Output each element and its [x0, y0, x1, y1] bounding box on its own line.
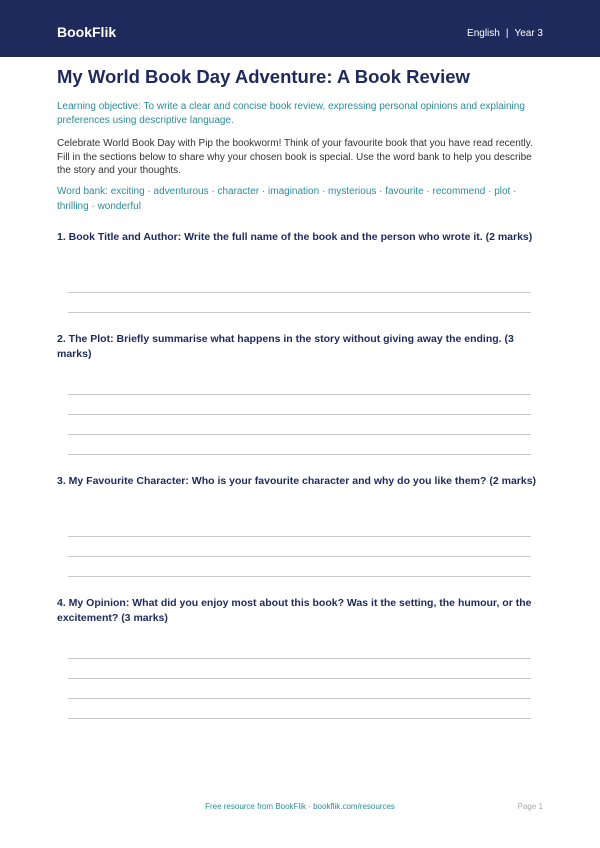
question-2: 2. The Plot: Briefly summarise what happens in the story without giving away the ending. (3 marks) [57, 333, 514, 360]
answer-line-q4-3[interactable] [68, 698, 531, 699]
question-1: 1. Book Title and Author: Write the full name of the book and the person who wrote it. (2 marks) [57, 231, 533, 243]
answer-line-q4-1[interactable] [68, 658, 531, 659]
answer-line-q4-2[interactable] [68, 678, 531, 679]
answer-line-q1-2[interactable] [68, 312, 531, 313]
answer-line-q2-2[interactable] [68, 414, 531, 415]
answer-line-q2-3[interactable] [68, 434, 531, 435]
answer-line-q1-1[interactable] [68, 292, 531, 293]
word-bank: Word bank: exciting · adventurous · character · imagination · mysterious · favourite · recommend · plot · thrilling · wonderful [57, 186, 517, 212]
answer-line-q2-1[interactable] [68, 394, 531, 395]
footer-text[interactable]: Free resource from BookFlik · bookflik.com/resources [205, 802, 395, 811]
brand-logo-text[interactable]: BookFlik [57, 24, 117, 40]
question-3: 3. My Favourite Character: Who is your favourite character and why do you like them? (2 marks) [57, 475, 537, 487]
question-4: 4. My Opinion: What did you enjoy most about this book? Was it the setting, the humour, or the excitement? (3 marks) [57, 597, 532, 624]
answer-line-q2-4[interactable] [68, 454, 531, 455]
intro-paragraph: Celebrate World Book Day with Pip the bookworm! Think of your favourite book that you have read recently. Fill in the sections below to share why your chosen book is special. Use the word bank to help you describe the story and your thoughts. [57, 138, 533, 176]
year-label: Year 3 [514, 28, 543, 39]
separator: | [505, 28, 509, 39]
header-bar [0, 0, 600, 57]
answer-line-q4-4[interactable] [68, 718, 531, 719]
subject-year-label [467, 28, 543, 39]
page-title: My World Book Day Adventure: A Book Review [57, 66, 470, 87]
answer-line-q3-2[interactable] [68, 556, 531, 557]
answer-line-q3-1[interactable] [68, 536, 531, 537]
subject-label: English [467, 28, 500, 39]
learning-objective: Learning objective: To write a clear and concise book review, expressing personal opinions and explaining preferences using descriptive language. [57, 101, 525, 126]
answer-line-q3-3[interactable] [68, 576, 531, 577]
page-number: Page 1 [517, 802, 543, 811]
